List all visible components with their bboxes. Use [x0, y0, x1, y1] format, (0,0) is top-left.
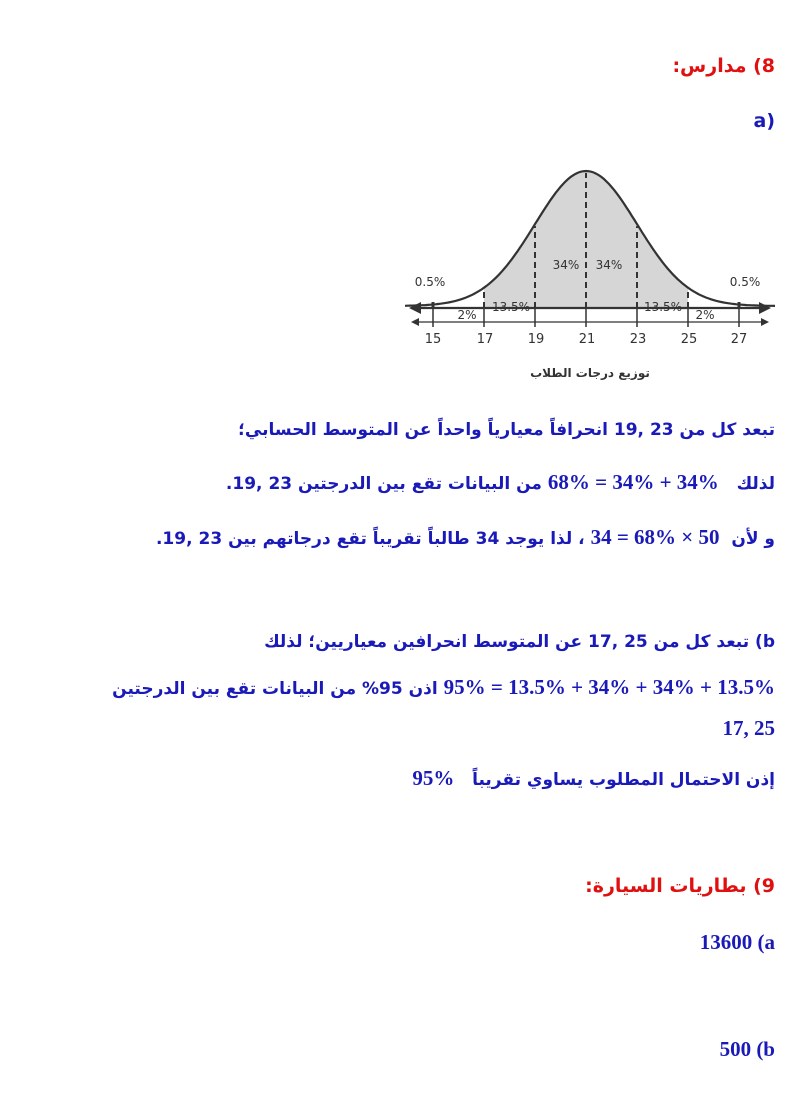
tick-label-25: 25	[680, 332, 698, 347]
b-line-4	[412, 766, 775, 791]
region-label-left-13: 13.5%	[491, 300, 531, 314]
tick-axis-right-arrow	[761, 318, 769, 326]
tick-label-17: 17	[476, 332, 494, 347]
problem-8-title: 8) مدارس:	[672, 55, 775, 77]
tick-label-19: 19	[527, 332, 545, 347]
tick-axis-left-arrow	[411, 318, 419, 326]
b-line-2	[112, 675, 775, 700]
region-label-right-tail: 0.5%	[729, 275, 761, 289]
region-label-left-2: 2%	[457, 308, 477, 322]
tick-label-21: 21	[578, 332, 596, 347]
tick-label-23: 23	[629, 332, 647, 347]
a-line-3-suffix: ، لذا يوجد 34 طالباً تقريباً تقع درجاتهم بين 23 ,19.	[155, 529, 585, 549]
a-line-2-math: 68% = 34% + 34%	[547, 470, 719, 494]
region-label-left-34: 34%	[552, 258, 580, 272]
tick-marks	[433, 308, 739, 327]
region-label-right-2: 2%	[695, 308, 715, 322]
b-line-2-math: 95% = 13.5% + 34% + 34% + 13.5%	[443, 675, 775, 699]
part-a-label: (a	[753, 110, 775, 132]
b-line-3	[723, 716, 776, 741]
tick-label-15: 15	[424, 332, 442, 347]
b-line-4-text: إذن الاحتمال المطلوب يساوي تقريباً	[472, 770, 775, 790]
a-line-3-prefix: و لأن	[731, 529, 775, 549]
region-label-right-34: 34%	[595, 258, 623, 272]
a-line-3-math: 34 = 68% × 50	[590, 525, 720, 549]
region-label-left-tail: 0.5%	[414, 275, 446, 289]
figure-caption: توزيع درجات الطلاب	[530, 366, 650, 380]
bell-curve-chart	[405, 165, 775, 390]
right-arrowhead	[759, 302, 771, 314]
b-line-2-text: اذن 95% من البيانات تقع بين الدرجتين	[112, 679, 438, 699]
b-line-3-value: 17, 25	[722, 716, 775, 740]
left-arrowhead	[409, 302, 421, 314]
region-label-right-13: 13.5%	[643, 300, 683, 314]
b-line-1: b) تبعد كل من 25 ,17 عن المتوسط انحرافين معياريين؛ لذلك	[264, 632, 775, 652]
normal-distribution-figure	[405, 165, 775, 390]
a-line-2-prefix: لذلك	[736, 474, 775, 494]
b-line-4-value: 95%	[412, 766, 455, 790]
a-line-2-suffix: من البيانات تقع بين الدرجتين 23 ,19.	[225, 474, 542, 494]
tick-label-27: 27	[730, 332, 748, 347]
problem-9-a-answer	[700, 930, 775, 955]
a-line-3	[156, 525, 775, 550]
problem-9-a-value: 13600 (a	[699, 930, 775, 954]
problem-9-b-answer	[720, 1037, 775, 1062]
a-line-1: تبعد كل من 23 ,19 انحرافاً معيارياً واحداً عن المتوسط الحسابي؛	[238, 420, 775, 440]
problem-9-b-value: 500 (b	[719, 1037, 775, 1061]
a-line-2	[226, 470, 775, 495]
problem-9-title: 9) بطاريات السيارة:	[585, 875, 775, 897]
